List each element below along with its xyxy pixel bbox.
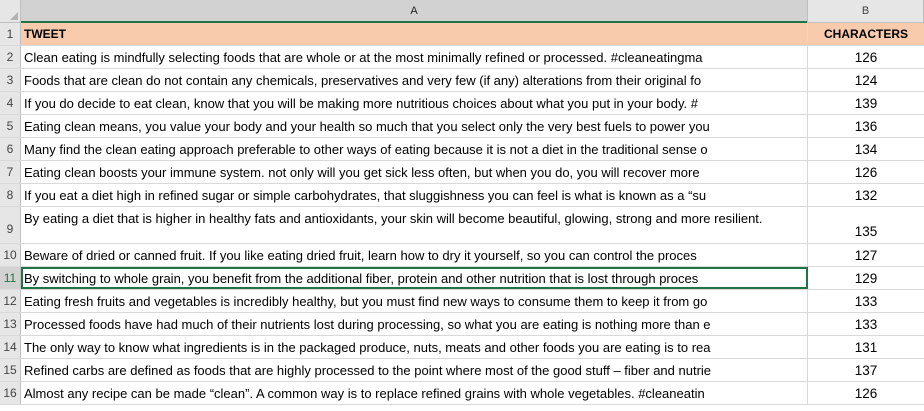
row-number[interactable]: 5 <box>0 115 21 137</box>
row-number[interactable]: 1 <box>0 23 21 45</box>
header-row <box>0 23 924 46</box>
row-number[interactable]: 10 <box>0 244 21 266</box>
cell-characters[interactable]: 133 <box>854 317 878 332</box>
table-row <box>0 336 924 359</box>
table-row <box>0 267 924 290</box>
table-row <box>0 382 924 405</box>
table-row <box>0 313 924 336</box>
row-number[interactable]: 9 <box>0 207 21 243</box>
table-row <box>0 359 924 382</box>
row-number[interactable]: 11 <box>0 267 21 289</box>
table-row <box>0 244 924 267</box>
cell-tweet[interactable]: Foods that are clean do not contain any chemicals, preservatives and very few (if any) alterations from their original fo <box>21 69 808 91</box>
column-header-b[interactable]: B <box>808 0 924 22</box>
table-row <box>0 184 924 207</box>
cell-characters[interactable]: 131 <box>854 340 878 355</box>
cell-characters[interactable]: 126 <box>854 50 878 65</box>
table-row <box>0 161 924 184</box>
row-number[interactable]: 2 <box>0 46 21 68</box>
cell-characters[interactable]: 137 <box>854 363 878 378</box>
row-number[interactable]: 3 <box>0 69 21 91</box>
column-header-bar <box>0 0 924 23</box>
row-number[interactable]: 13 <box>0 313 21 335</box>
cell-tweet[interactable]: Many find the clean eating approach preferable to other ways of eating because it is not a diet in the traditional sense o <box>21 138 808 160</box>
row-number[interactable]: 15 <box>0 359 21 381</box>
cell-characters[interactable]: 129 <box>854 271 878 286</box>
cell-characters[interactable]: 126 <box>854 386 878 401</box>
row-number[interactable]: 6 <box>0 138 21 160</box>
cell-tweet[interactable]: Almost any recipe can be made “clean”. A common way is to replace refined grains with whole vegetables. #cleaneatin <box>21 382 808 404</box>
cell-characters[interactable]: 139 <box>854 96 878 111</box>
cell-characters[interactable]: 136 <box>854 119 878 134</box>
table-row <box>0 92 924 115</box>
cell-tweet[interactable]: Eating clean boosts your immune system. not only will you get sick less often, but when you do, you will recover more <box>21 161 808 183</box>
cell-characters[interactable]: 135 <box>854 224 878 239</box>
row-number[interactable]: 4 <box>0 92 21 114</box>
table-row <box>0 207 924 244</box>
row-number[interactable]: 14 <box>0 336 21 358</box>
select-all-button[interactable] <box>0 0 21 22</box>
header-cell-characters[interactable]: CHARACTERS <box>808 23 924 45</box>
row-number[interactable]: 7 <box>0 161 21 183</box>
cell-tweet[interactable]: Eating clean means, you value your body and your health so much that you select only the very best fuels to power you <box>21 115 808 137</box>
header-cell-tweet[interactable]: TWEET <box>21 23 808 45</box>
cell-tweet[interactable]: By switching to whole grain, you benefit from the additional fiber, protein and other nutrition that is lost through proces <box>21 267 808 289</box>
table-row <box>0 46 924 69</box>
cell-characters[interactable]: 127 <box>854 248 878 263</box>
column-header-a[interactable]: A <box>21 0 808 22</box>
table-row <box>0 138 924 161</box>
row-number[interactable]: 16 <box>0 382 21 404</box>
table-row <box>0 115 924 138</box>
cell-tweet[interactable]: Processed foods have had much of their nutrients lost during processing, so what you are eating is nothing more than e <box>21 313 808 335</box>
cell-characters[interactable]: 124 <box>854 73 878 88</box>
row-number[interactable]: 12 <box>0 290 21 312</box>
cell-characters[interactable]: 126 <box>854 165 878 180</box>
cell-tweet[interactable]: Beware of dried or canned fruit. If you like eating dried fruit, learn how to dry it yourself, so you can control the proces <box>21 244 808 266</box>
table-row <box>0 290 924 313</box>
cell-tweet[interactable]: Refined carbs are defined as foods that are highly processed to the point where most of the good stuff – fiber and nutrie <box>21 359 808 381</box>
cell-characters[interactable]: 134 <box>854 142 878 157</box>
table-row <box>0 69 924 92</box>
cell-tweet[interactable]: By eating a diet that is higher in healthy fats and antioxidants, your skin will become beautiful, glowing, strong and more resilient. <box>21 207 808 243</box>
cell-characters[interactable]: 133 <box>854 294 878 309</box>
cell-tweet[interactable]: Clean eating is mindfully selecting foods that are whole or at the most minimally refined or processed. #cleaneatingma <box>21 46 808 68</box>
row-number[interactable]: 8 <box>0 184 21 206</box>
cell-tweet[interactable]: Eating fresh fruits and vegetables is incredibly healthy, but you must find new ways to consume them to keep it from go <box>21 290 808 312</box>
cell-tweet[interactable]: The only way to know what ingredients is in the packaged produce, nuts, meats and other foods you are eating is to rea <box>21 336 808 358</box>
cell-characters[interactable]: 132 <box>854 188 878 203</box>
cell-tweet[interactable]: If you do decide to eat clean, know that you will be making more nutritious choices about what you put in your body. # <box>21 92 808 114</box>
cell-tweet[interactable]: If you eat a diet high in refined sugar or simple carbohydrates, that sluggishness you can feel is what is known as a “su <box>21 184 808 206</box>
select-all-triangle-icon <box>10 12 18 20</box>
